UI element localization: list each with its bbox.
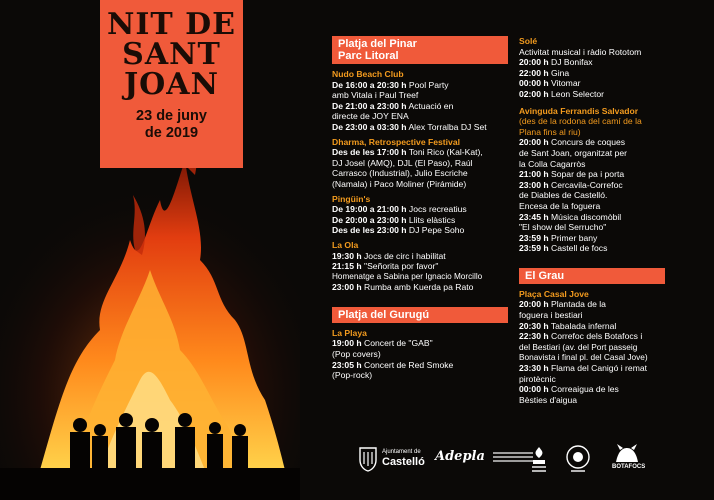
event-item: De 23:00 a 03:30 h Alex Torralba DJ Set (332, 121, 487, 132)
event-item: De 19:00 a 21:00 h Jocs recreatius (332, 204, 467, 215)
event-item: 02:00 h Leon Selector (519, 88, 605, 99)
event-item: 23:59 h Castell de focs (519, 243, 608, 254)
coat-of-arms-icon (358, 446, 378, 472)
botafocs-logo: BOTAFOCS (612, 444, 645, 471)
event-item: Des de les 23:00 h DJ Pepe Soho (332, 225, 465, 236)
venue-name: La Playa (332, 327, 367, 338)
event-item: 23:00 h Cercavila-Correfoc (519, 179, 623, 190)
venue-name: Nudo Beach Club (332, 69, 404, 79)
program-column-1: Platja del Pinar Parc Litoral Nudo Beach Club De 16:00 a 20:30 h Pool Party amb Vitala i Paul Treef De 21:00 a 23:00 h Actuació en directe de JOY ENA De 23:00 a 03:30 h Alex Torralba DJ Set Dharma, Retrospective Festival Des de les 17:00 h Toni Rico (Kal-Kat), DJ Josel (AMQ), DJL (El Paso), Raúl Carrasco (Industrial), Julio Escriche (Namala) i Paco Moliner (Pirámide) Pingüin's De 19:00 a 21:00 h Jocs recreatius De 20:00 a 23:00 h Llits elàstics Des de les 23:00 h DJ Pepe Soho La Ola 19:30 h Jocs de circ i habilitat 21:15 h "Señorita por favor" Homenatge a Sabina per Ignacio Morcillo 23:00 h Rumba amb Kuerda pa Rato Platja del Gurugú La Playa 19:00 h Concert de "GAB" (Pop covers) 23:05 h Concert de Red Smoke (Pop-rock) (332, 36, 508, 381)
program-column-2: Solé Activitat musical i ràdio Rototom 20:00 h DJ Bonifax 22:00 h Gina 00:00 h Vitomar 02:00 h Leon Selector Avinguda Ferrandis Salvador (des de la rodona del camí de la Plana fins al riu) 20:00 h Concurs de coques de Sant Joan, organitzat per la Colla Cagarròs 21:00 h Sopar de pa i porta 23:00 h Cercavila-Correfoc de Diables de Castelló. Encesa de la foguera 23:45 h Música discomòbil "El show del Serrucho" 23:59 h Primer bany 23:59 h Castell de focs El Grau Plaça Casal Jove 20:00 h Plantada de la foguera i bestiari 20:30 h Tabalada infernal 22:30 h Correfoc dels Botafocs i del Bestiari (av. del Port passeig Bonavista i final pl. del Casal Jove) 23:30 h Flama del Canigó i remat pirotècnic 00:00 h Correaigua de les Bèsties d'aigua (519, 36, 665, 405)
event-item: De 21:00 a 23:00 h Actuació en (332, 100, 454, 111)
venue-name: Pingüin's (332, 193, 371, 204)
event-item: 23:45 h Música discomòbil (519, 211, 622, 222)
sponsor-logos: Ajuntament de Castelló Adepla BOTAFOCS (350, 440, 700, 490)
event-item: 22:00 h Gina (519, 67, 570, 78)
devil-icon (612, 444, 642, 464)
event-item: 20:00 h Plantada de la (519, 299, 606, 310)
venue-name: Solé (519, 36, 538, 46)
event-item: De 16:00 a 20:30 h Pool Party (332, 79, 449, 90)
event-item: 00:00 h Vitomar (519, 78, 581, 89)
event-item: 20:30 h Tabalada infernal (519, 320, 617, 331)
venue-note: (des de la rodona del camí de la (519, 116, 642, 127)
event-item: 19:30 h Jocs de circ i habilitat (332, 250, 446, 261)
event-item: 20:00 h DJ Bonifax (519, 57, 593, 68)
title-line-1: NIT DE (106, 7, 237, 42)
event-item: 21:00 h Sopar de pa i porta (519, 169, 625, 180)
section-header-el-grau: El Grau (519, 268, 665, 284)
federation-emblem-icon (530, 446, 548, 474)
title-line-3: JOAN (123, 67, 220, 102)
colla-emblem-icon (565, 444, 591, 474)
event-item: 21:15 h "Señorita por favor" (332, 261, 439, 272)
event-item: 22:30 h Correfoc dels Botafocs i (519, 331, 643, 342)
venue-name: Dharma, Retrospective Festival (332, 136, 461, 147)
event-item: 23:59 h Primer bany (519, 232, 598, 243)
event-item: De 20:00 a 23:00 h Llits elàstics (332, 214, 456, 225)
venue-name: Avinguda Ferrandis Salvador (519, 105, 639, 116)
event-item: 20:00 h Concurs de coques (519, 137, 626, 148)
event-item: 23:05 h Concert de Red Smoke (332, 359, 454, 370)
title-box (100, 0, 243, 168)
event-date: 23 de juny de 2019 (136, 108, 207, 141)
event-item: 19:00 h Concert de "GAB" (332, 338, 433, 349)
title-line-2: SANT (122, 37, 221, 72)
event-item: 00:00 h Correaigua de les (519, 384, 619, 395)
event-item: 23:00 h Rumba amb Kuerda pa Rato (332, 282, 474, 293)
event-item: 23:30 h Flama del Canigó i remat (519, 363, 648, 374)
section-header-platja-pinar: Platja del Pinar Parc Litoral (332, 36, 508, 64)
venue-name: La Ola (332, 239, 359, 250)
venue-name: Plaça Casal Jove (519, 288, 589, 299)
event-item: Des de les 17:00 h Toni Rico (Kal-Kat), (332, 147, 483, 158)
adepla-logo: Adepla (435, 449, 485, 464)
section-header-platja-gurugu: Platja del Gurugú (332, 307, 508, 323)
adepla-caption (493, 452, 533, 462)
